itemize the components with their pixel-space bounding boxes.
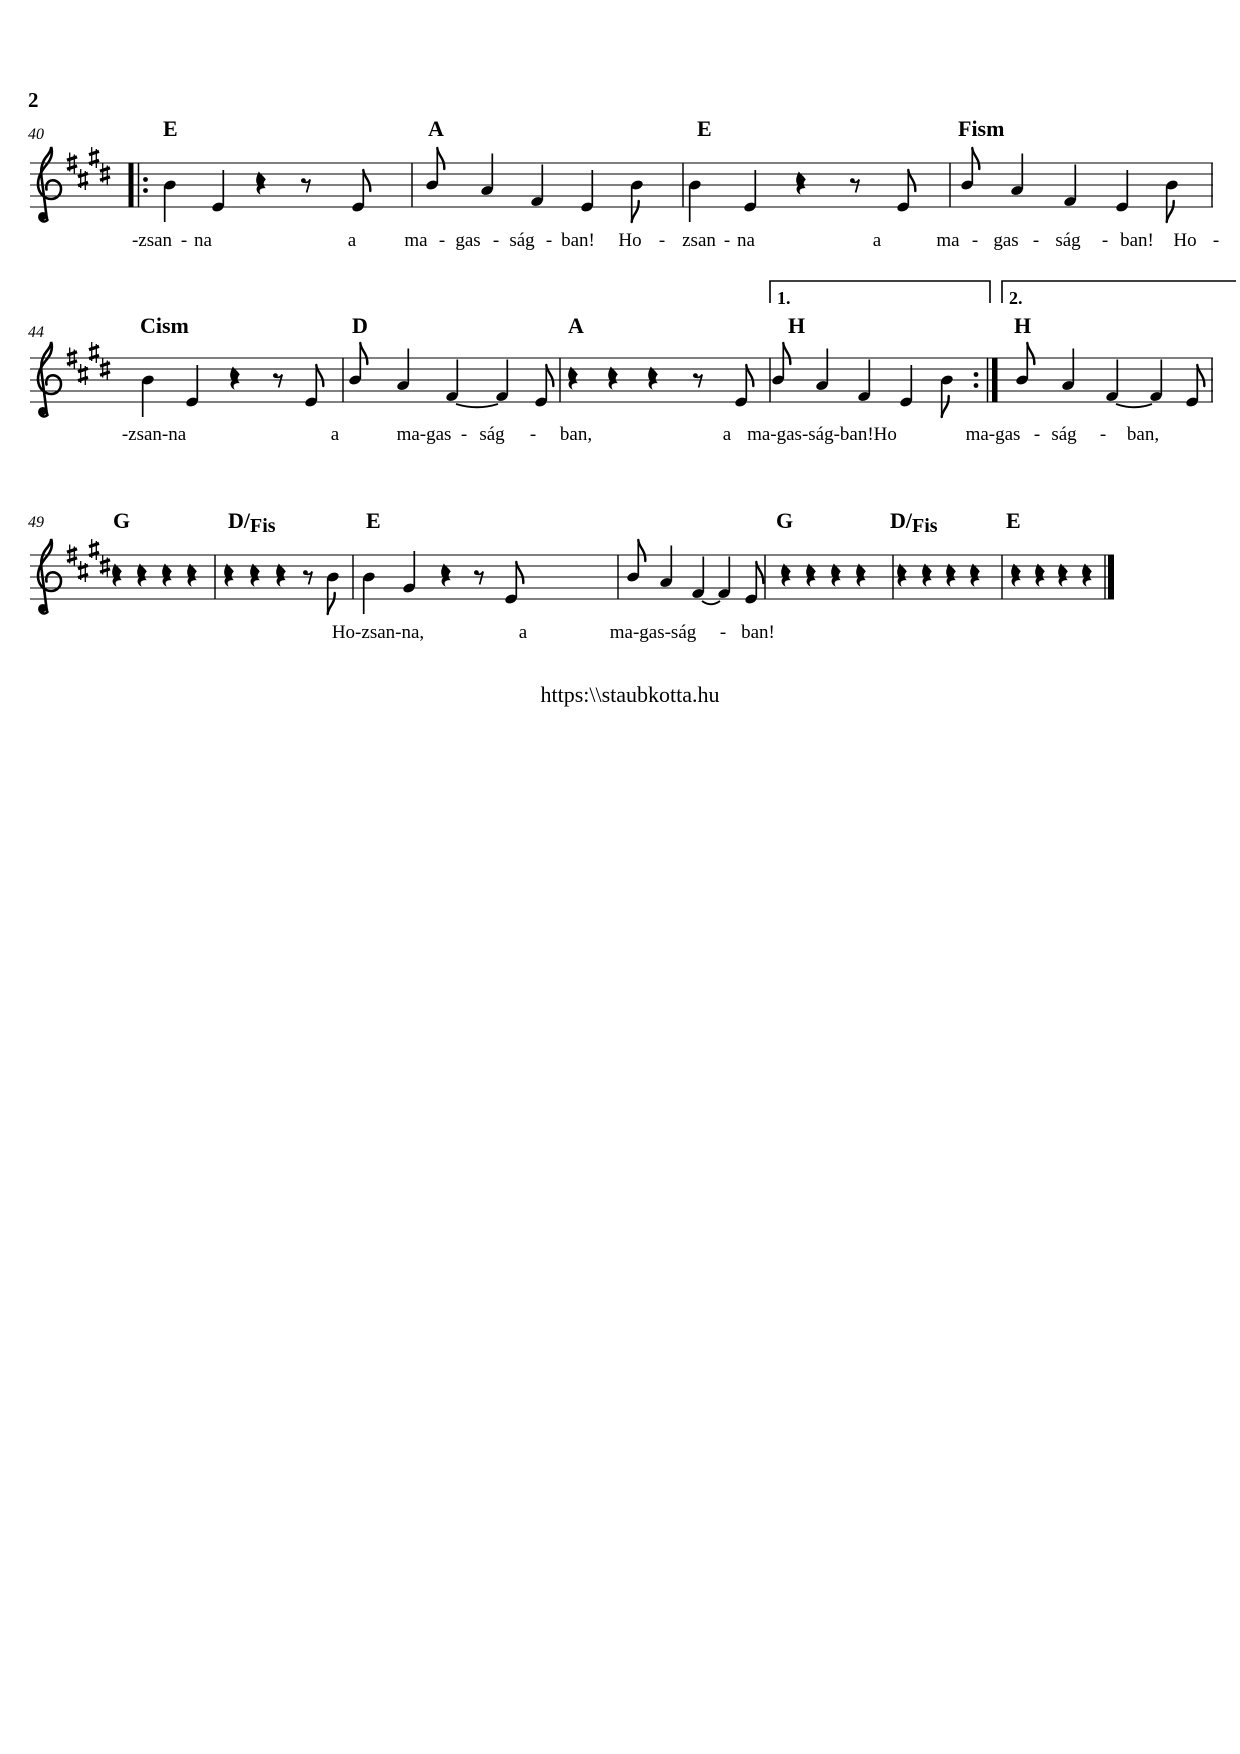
chord-symbol: Cism <box>140 313 189 338</box>
lyric-syllable: Ho <box>618 230 642 251</box>
quarter-rest <box>946 564 956 587</box>
system-40 <box>30 147 1213 222</box>
sharp-icon <box>100 168 110 171</box>
lyric-syllable: ma-gas-ság <box>609 622 697 643</box>
chord-bass-note: Fis <box>912 515 938 537</box>
sharp-icon <box>67 361 77 364</box>
eighth-flag <box>546 365 553 386</box>
quarter-rest <box>187 564 197 587</box>
repeat-dot <box>974 383 979 388</box>
footer-url: https:\\staubkotta.hu <box>540 682 720 707</box>
begin-repeat-barline <box>129 163 134 207</box>
system-49 <box>30 539 1114 614</box>
end-repeat-barline <box>992 358 998 402</box>
treble-clef-icon <box>38 539 61 613</box>
lyric-hyphen: - <box>658 230 666 251</box>
volta-bracket <box>770 281 990 303</box>
quarter-rest <box>224 564 234 587</box>
chord-symbol: G <box>113 508 131 533</box>
eighth-flag <box>328 593 335 614</box>
quarter-rest <box>796 172 806 195</box>
lyric-syllable: a <box>347 230 357 251</box>
quarter-rest <box>856 564 866 587</box>
measure-number: 44 <box>28 324 44 341</box>
lyric-syllable: gas <box>455 230 481 251</box>
eighth-flag <box>363 170 370 191</box>
eighth-flag <box>360 343 367 364</box>
sharp-icon <box>100 372 110 375</box>
chord-symbol: E <box>366 508 381 533</box>
treble-clef-dot <box>40 409 46 415</box>
quarter-rest <box>250 564 260 587</box>
lyric-hyphen: - <box>1032 230 1040 251</box>
eighth-flag <box>516 562 523 583</box>
lyric-syllable: a <box>518 622 528 643</box>
tie <box>702 601 720 604</box>
eighth-flag <box>1167 201 1174 222</box>
lyric-syllable: a <box>330 424 340 445</box>
lyric-hyphen: - <box>529 424 537 445</box>
eighth-flag <box>783 343 790 364</box>
volta-label: 1. <box>777 288 791 308</box>
lyric-syllable: ban! <box>561 230 595 251</box>
lyric-hyphen: - <box>180 230 188 251</box>
quarter-rest <box>897 564 907 587</box>
lyric-hyphen: - <box>1212 230 1220 251</box>
quarter-rest <box>806 564 816 587</box>
sharp-icon <box>67 549 77 552</box>
lyric-hyphen: - <box>492 230 500 251</box>
sharp-icon <box>89 346 99 349</box>
sharp-icon <box>100 569 110 572</box>
tie <box>456 404 498 407</box>
lyric-syllable: Ho <box>1173 230 1197 251</box>
system-44 <box>30 281 1236 417</box>
sharp-icon <box>100 560 110 563</box>
repeat-dot <box>974 372 979 377</box>
lyric-syllable: a <box>722 424 732 445</box>
eighth-flag <box>638 540 645 561</box>
lyric-hyphen: - <box>1033 424 1041 445</box>
chord-bass-note: Fis <box>250 515 276 537</box>
lyric-syllable: ban, <box>559 424 593 445</box>
treble-clef-icon <box>38 342 61 416</box>
lyric-syllable: gas <box>993 230 1019 251</box>
lyric-syllable: ma-gas <box>396 424 452 445</box>
lyric-syllable: -zsan-na <box>121 424 187 445</box>
lyric-syllable: ma <box>404 230 428 251</box>
chord-symbol: Fism <box>958 116 1005 141</box>
quarter-rest <box>970 564 980 587</box>
lyric-hyphen: - <box>545 230 553 251</box>
eighth-flag <box>316 365 323 386</box>
repeat-dot <box>143 177 148 182</box>
quarter-rest <box>162 564 172 587</box>
treble-clef-dot <box>40 606 46 612</box>
quarter-rest <box>1082 564 1092 587</box>
chord-symbol: A <box>568 313 584 338</box>
lyric-hyphen: - <box>719 622 727 643</box>
lyric-syllable: na <box>737 230 755 251</box>
lyric-syllable: ban! <box>1120 230 1154 251</box>
eighth-flag <box>908 170 915 191</box>
quarter-rest <box>922 564 932 587</box>
quarter-rest <box>276 564 286 587</box>
chord-symbol: A <box>428 116 444 141</box>
eighth-flag <box>972 148 979 169</box>
quarter-rest <box>648 367 658 390</box>
lyric-hyphen: - <box>971 230 979 251</box>
sharp-icon <box>67 157 77 160</box>
lyric-syllable: ság <box>509 230 535 251</box>
eighth-flag <box>942 396 949 417</box>
lyric-syllable: ma <box>936 230 960 251</box>
quarter-rest <box>831 564 841 587</box>
measure-number: 49 <box>28 514 44 531</box>
lyric-syllable: ban, <box>1126 424 1160 445</box>
chord-symbol: E <box>163 116 178 141</box>
lyric-syllable: a <box>872 230 882 251</box>
tie <box>1116 404 1152 407</box>
sharp-icon <box>67 558 77 561</box>
eighth-flag <box>746 365 753 386</box>
quarter-rest <box>230 367 240 390</box>
chord-symbol: E <box>697 116 712 141</box>
quarter-rest <box>1035 564 1045 587</box>
quarter-rest <box>1011 564 1021 587</box>
sharp-icon <box>67 166 77 169</box>
volta-bracket <box>1002 281 1236 303</box>
lyric-syllable: zsan <box>682 230 716 251</box>
sharp-icon <box>100 363 110 366</box>
lyric-syllable: ság <box>479 424 505 445</box>
lyric-hyphen: - <box>438 230 446 251</box>
lyric-syllable: ban! <box>741 622 775 643</box>
quarter-rest <box>256 172 266 195</box>
chord-symbol: H <box>788 313 806 338</box>
sharp-icon <box>89 151 99 154</box>
quarter-rest <box>568 367 578 390</box>
quarter-rest <box>608 367 618 390</box>
eighth-flag <box>1197 365 1204 386</box>
chord-symbol: D/Fis <box>890 508 938 537</box>
lyric-syllable: ma-gas <box>965 424 1021 445</box>
chord-symbol: D/Fis <box>228 508 276 537</box>
sharp-icon <box>100 177 110 180</box>
eighth-flag <box>632 201 639 222</box>
lyric-syllable: Ho-zsan-na, <box>331 622 425 643</box>
sharp-icon <box>89 543 99 546</box>
treble-clef-dot <box>40 214 46 220</box>
lyric-hyphen: - <box>460 424 468 445</box>
eighth-flag <box>437 148 444 169</box>
eighth-flag <box>1027 343 1034 364</box>
chord-symbol: E <box>1006 508 1021 533</box>
lyric-syllable: ság <box>1055 230 1081 251</box>
lyric-syllable: -zsan <box>131 230 173 251</box>
lyric-syllable: na <box>194 230 212 251</box>
sharp-icon <box>67 352 77 355</box>
lyric-syllable: ma-gas-ság-ban!Ho <box>747 424 897 445</box>
quarter-rest <box>112 564 122 587</box>
lyric-hyphen: - <box>1099 424 1107 445</box>
chord-symbol: D <box>352 313 368 338</box>
repeat-dot <box>143 188 148 193</box>
quarter-rest <box>137 564 147 587</box>
eighth-flag <box>756 562 763 583</box>
lyric-hyphen: - <box>1101 230 1109 251</box>
lyric-syllable: ság <box>1051 424 1077 445</box>
final-barline <box>1108 555 1114 599</box>
chord-symbol: H <box>1014 313 1032 338</box>
quarter-rest <box>441 564 451 587</box>
treble-clef-icon <box>38 147 61 221</box>
quarter-rest <box>781 564 791 587</box>
volta-label: 2. <box>1009 288 1023 308</box>
page-number: 2 <box>28 88 39 112</box>
quarter-rest <box>1058 564 1068 587</box>
chord-symbol: G <box>776 508 794 533</box>
measure-number: 40 <box>28 126 44 143</box>
lyric-hyphen: - <box>723 230 731 251</box>
